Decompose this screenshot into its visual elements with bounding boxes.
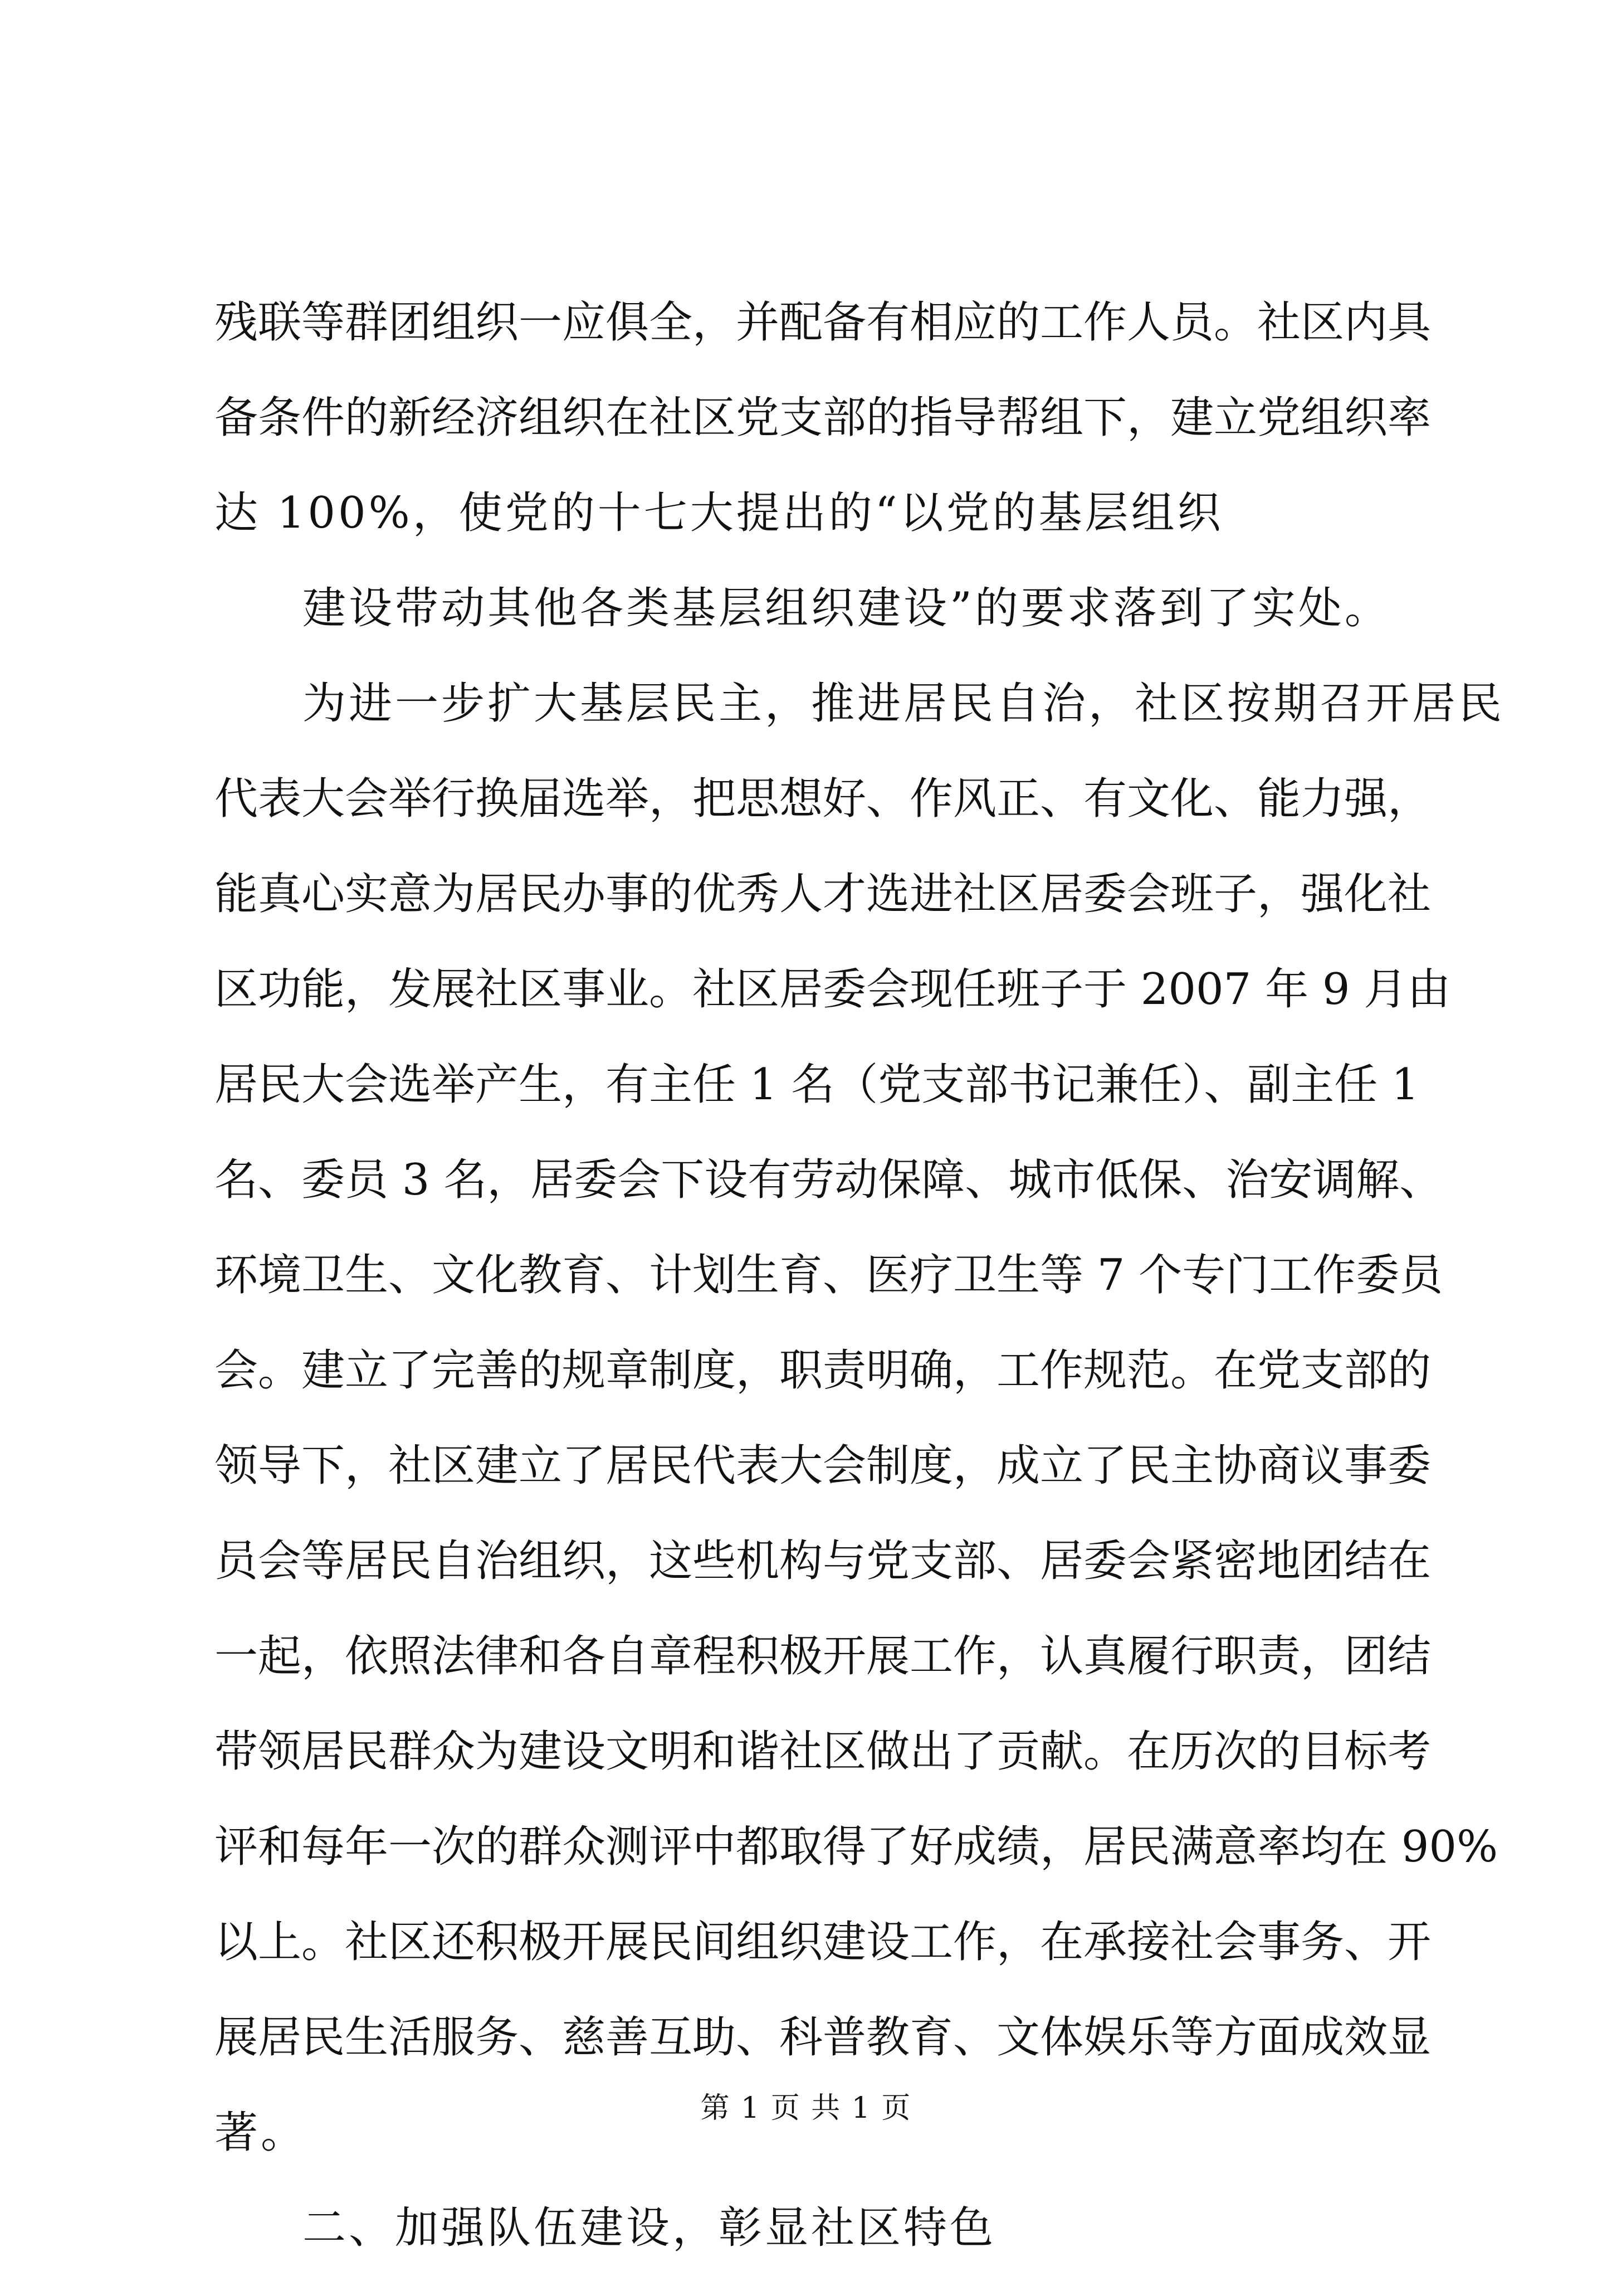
text-line: 领导下，社区建立了居民代表大会制度，成立了民主协商议事委 <box>214 1441 1432 1491</box>
text-line: 名、委员 3 名，居委会下设有劳动保障、城市低保、治安调解、 <box>214 1155 1443 1205</box>
section-heading: 二、加强队伍建设，彰显社区特色 <box>302 2203 996 2253</box>
text-line: 代表大会举行换届选举，把思想好、作风正、有文化、能力强， <box>214 774 1432 824</box>
text-line: 展居民生活服务、慈善互助、科普教育、文体娱乐等方面成效显 <box>214 2012 1432 2063</box>
text-line: 区功能，发展社区事业。社区居委会现任班子于 2007 年 9 月由 <box>214 964 1451 1015</box>
text-line: 一起，依照法律和各自章程积极开展工作，认真履行职责，团结 <box>214 1631 1432 1681</box>
paragraph-line: 建设带动其他各类基层组织建设”的要求落到了实处。 <box>302 583 1391 633</box>
text-line: 评和每年一次的群众测评中都取得了好成绩，居民满意率均在 90% <box>214 1822 1498 1872</box>
body-text <box>214 295 1505 2296</box>
text-line: 达 100%，使党的十七大提出的“以党的基层组织 <box>214 488 1224 538</box>
text-line: 会。建立了完善的规章制度，职责明确，工作规范。在党支部的 <box>214 1346 1432 1396</box>
text-line: 能真心实意为居民办事的优秀人才选进社区居委会班子，强化社 <box>214 869 1432 919</box>
text-line: 员会等居民自治组织，这些机构与党支部、居委会紧密地团结在 <box>214 1536 1432 1586</box>
text-line: 残联等群团组织一应俱全，并配备有相应的工作人员。社区内具 <box>214 298 1432 348</box>
text-line: 以上。社区还积极开展民间组织建设工作，在承接社会事务、开 <box>214 1917 1432 1967</box>
page-footer: 第 1 页 共 1 页 <box>700 2092 912 2125</box>
paragraph-first-line: 为进一步扩大基层民主，推进居民自治，社区按期召开居民 <box>302 679 1505 729</box>
text-line: 著。 <box>214 2108 307 2158</box>
text-line: 带领居民群众为建设文明和谐社区做出了贡献。在历次的目标考 <box>214 1727 1432 1777</box>
text-line: 备条件的新经济组织在社区党支部的指导帮组下，建立党组织率 <box>214 393 1432 443</box>
text-line: 环境卫生、文化教育、计划生育、医疗卫生等 7 个专门工作委员 <box>214 1250 1443 1300</box>
text-line: 居民大会选举产生，有主任 1 名（党支部书记兼任）、副主任 1 <box>214 1060 1419 1110</box>
